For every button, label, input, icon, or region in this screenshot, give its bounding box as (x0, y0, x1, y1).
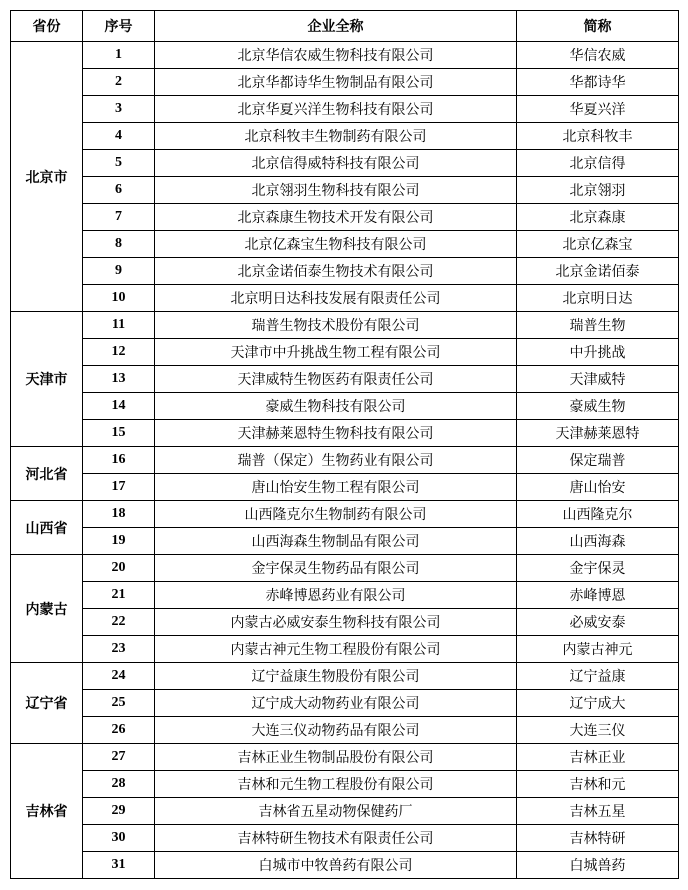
province-cell: 河北省 (11, 447, 83, 501)
full-name-cell: 山西隆克尔生物制药有限公司 (155, 501, 517, 528)
index-cell: 18 (83, 501, 155, 528)
full-name-cell: 内蒙古必威安泰生物科技有限公司 (155, 609, 517, 636)
table-row (11, 96, 679, 123)
full-name-cell: 赤峰博恩药业有限公司 (155, 582, 517, 609)
index-cell: 4 (83, 123, 155, 150)
table-row (11, 744, 679, 771)
full-name-cell: 豪威生物科技有限公司 (155, 393, 517, 420)
full-name-cell: 瑞普（保定）生物药业有限公司 (155, 447, 517, 474)
full-name-cell: 白城市中牧兽药有限公司 (155, 852, 517, 879)
table-row (11, 474, 679, 501)
index-cell: 12 (83, 339, 155, 366)
table-row (11, 420, 679, 447)
short-name-cell: 内蒙古神元 (517, 636, 679, 663)
full-name-cell: 北京亿森宝生物科技有限公司 (155, 231, 517, 258)
short-name-cell: 天津赫莱恩特 (517, 420, 679, 447)
index-cell: 21 (83, 582, 155, 609)
index-cell: 3 (83, 96, 155, 123)
index-cell: 27 (83, 744, 155, 771)
full-name-cell: 吉林特研生物技术有限责任公司 (155, 825, 517, 852)
short-name-cell: 天津威特 (517, 366, 679, 393)
company-table (10, 10, 679, 879)
table-row (11, 609, 679, 636)
short-name-cell: 吉林和元 (517, 771, 679, 798)
header-row (11, 11, 679, 42)
short-name-cell: 保定瑞普 (517, 447, 679, 474)
short-name-cell: 辽宁成大 (517, 690, 679, 717)
index-cell: 7 (83, 204, 155, 231)
short-name-cell: 豪威生物 (517, 393, 679, 420)
index-cell: 23 (83, 636, 155, 663)
index-cell: 26 (83, 717, 155, 744)
table-row (11, 447, 679, 474)
short-name-cell: 金宇保灵 (517, 555, 679, 582)
short-name-cell: 必威安泰 (517, 609, 679, 636)
header-index: 序号 (83, 11, 155, 42)
short-name-cell: 大连三仪 (517, 717, 679, 744)
table-row (11, 555, 679, 582)
full-name-cell: 吉林正业生物制品股份有限公司 (155, 744, 517, 771)
header-full-name: 企业全称 (155, 11, 517, 42)
province-cell: 辽宁省 (11, 663, 83, 744)
table-row (11, 717, 679, 744)
table-row (11, 582, 679, 609)
short-name-cell: 吉林特研 (517, 825, 679, 852)
full-name-cell: 吉林和元生物工程股份有限公司 (155, 771, 517, 798)
full-name-cell: 内蒙古神元生物工程股份有限公司 (155, 636, 517, 663)
full-name-cell: 北京信得威特科技有限公司 (155, 150, 517, 177)
table-row (11, 636, 679, 663)
table-row (11, 285, 679, 312)
short-name-cell: 白城兽药 (517, 852, 679, 879)
short-name-cell: 赤峰博恩 (517, 582, 679, 609)
table-row (11, 825, 679, 852)
table-row (11, 528, 679, 555)
index-cell: 25 (83, 690, 155, 717)
table-row (11, 663, 679, 690)
index-cell: 10 (83, 285, 155, 312)
short-name-cell: 北京信得 (517, 150, 679, 177)
short-name-cell: 北京亿森宝 (517, 231, 679, 258)
short-name-cell: 山西隆克尔 (517, 501, 679, 528)
province-cell: 天津市 (11, 312, 83, 447)
table-header (11, 11, 679, 42)
short-name-cell: 山西海森 (517, 528, 679, 555)
table-body (11, 42, 679, 879)
short-name-cell: 北京金诺佰泰 (517, 258, 679, 285)
index-cell: 6 (83, 177, 155, 204)
table-row (11, 258, 679, 285)
table-row (11, 366, 679, 393)
short-name-cell: 华信农威 (517, 42, 679, 69)
province-cell: 吉林省 (11, 744, 83, 879)
index-cell: 2 (83, 69, 155, 96)
short-name-cell: 北京翎羽 (517, 177, 679, 204)
full-name-cell: 北京华都诗华生物制品有限公司 (155, 69, 517, 96)
index-cell: 14 (83, 393, 155, 420)
short-name-cell: 中升挑战 (517, 339, 679, 366)
province-cell: 北京市 (11, 42, 83, 312)
short-name-cell: 吉林五星 (517, 798, 679, 825)
short-name-cell: 吉林正业 (517, 744, 679, 771)
full-name-cell: 天津赫莱恩特生物科技有限公司 (155, 420, 517, 447)
short-name-cell: 北京科牧丰 (517, 123, 679, 150)
province-cell: 内蒙古 (11, 555, 83, 663)
index-cell: 9 (83, 258, 155, 285)
index-cell: 20 (83, 555, 155, 582)
table-row (11, 798, 679, 825)
full-name-cell: 北京翎羽生物科技有限公司 (155, 177, 517, 204)
table-row (11, 231, 679, 258)
full-name-cell: 北京华信农威生物科技有限公司 (155, 42, 517, 69)
full-name-cell: 北京明日达科技发展有限责任公司 (155, 285, 517, 312)
index-cell: 17 (83, 474, 155, 501)
index-cell: 31 (83, 852, 155, 879)
table-row (11, 501, 679, 528)
index-cell: 11 (83, 312, 155, 339)
index-cell: 30 (83, 825, 155, 852)
full-name-cell: 北京科牧丰生物制药有限公司 (155, 123, 517, 150)
index-cell: 1 (83, 42, 155, 69)
header-short-name: 简称 (517, 11, 679, 42)
short-name-cell: 瑞普生物 (517, 312, 679, 339)
full-name-cell: 天津市中升挑战生物工程有限公司 (155, 339, 517, 366)
table-row (11, 393, 679, 420)
full-name-cell: 北京森康生物技术开发有限公司 (155, 204, 517, 231)
full-name-cell: 大连三仪动物药品有限公司 (155, 717, 517, 744)
table-row (11, 150, 679, 177)
province-cell: 山西省 (11, 501, 83, 555)
table-row (11, 852, 679, 879)
full-name-cell: 山西海森生物制品有限公司 (155, 528, 517, 555)
index-cell: 24 (83, 663, 155, 690)
full-name-cell: 吉林省五星动物保健药厂 (155, 798, 517, 825)
table-row (11, 42, 679, 69)
index-cell: 8 (83, 231, 155, 258)
header-province: 省份 (11, 11, 83, 42)
full-name-cell: 北京华夏兴洋生物科技有限公司 (155, 96, 517, 123)
index-cell: 16 (83, 447, 155, 474)
index-cell: 15 (83, 420, 155, 447)
short-name-cell: 北京明日达 (517, 285, 679, 312)
index-cell: 13 (83, 366, 155, 393)
full-name-cell: 辽宁成大动物药业有限公司 (155, 690, 517, 717)
full-name-cell: 瑞普生物技术股份有限公司 (155, 312, 517, 339)
full-name-cell: 唐山怡安生物工程有限公司 (155, 474, 517, 501)
table-row (11, 312, 679, 339)
full-name-cell: 金宇保灵生物药品有限公司 (155, 555, 517, 582)
full-name-cell: 辽宁益康生物股份有限公司 (155, 663, 517, 690)
full-name-cell: 北京金诺佰泰生物技术有限公司 (155, 258, 517, 285)
index-cell: 5 (83, 150, 155, 177)
short-name-cell: 华都诗华 (517, 69, 679, 96)
table-row (11, 771, 679, 798)
index-cell: 29 (83, 798, 155, 825)
short-name-cell: 北京森康 (517, 204, 679, 231)
table-row (11, 177, 679, 204)
table-row (11, 339, 679, 366)
short-name-cell: 辽宁益康 (517, 663, 679, 690)
index-cell: 22 (83, 609, 155, 636)
short-name-cell: 华夏兴洋 (517, 96, 679, 123)
index-cell: 19 (83, 528, 155, 555)
table-row (11, 690, 679, 717)
short-name-cell: 唐山怡安 (517, 474, 679, 501)
table-row (11, 123, 679, 150)
index-cell: 28 (83, 771, 155, 798)
table-row (11, 204, 679, 231)
table-row (11, 69, 679, 96)
full-name-cell: 天津威特生物医药有限责任公司 (155, 366, 517, 393)
